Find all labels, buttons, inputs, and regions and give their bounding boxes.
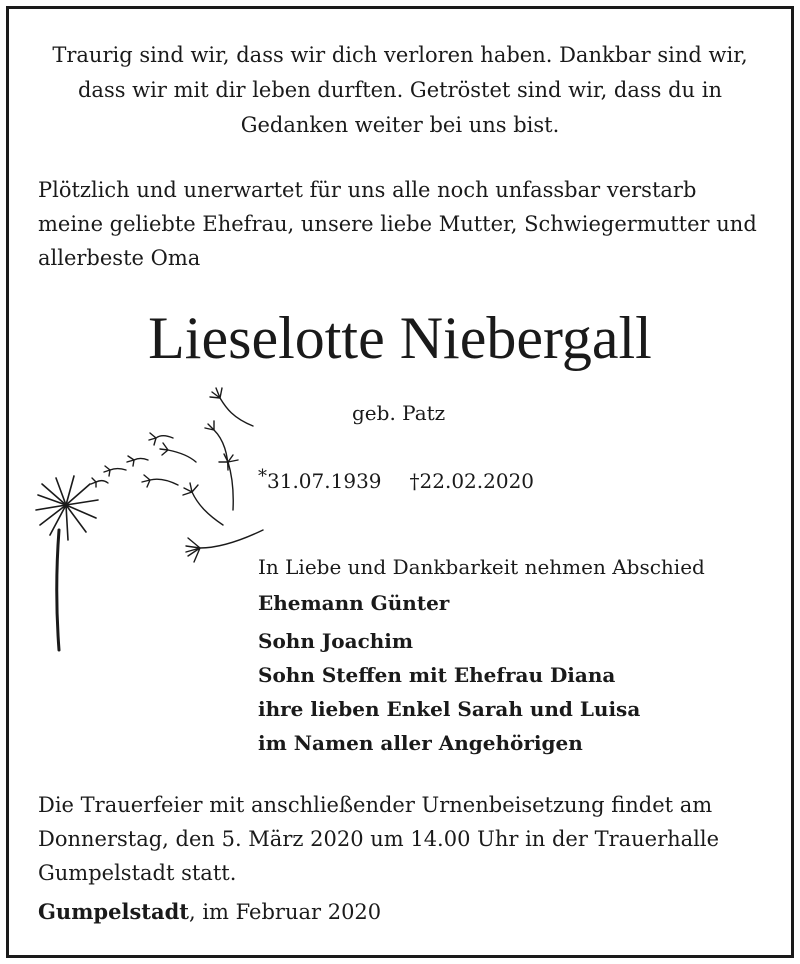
mourner-name: Sohn Joachim <box>258 629 414 653</box>
funeral-info <box>38 788 768 890</box>
mourner-name: Sohn Steffen mit Ehefrau Diana <box>258 663 616 687</box>
intro-line: Plötzlich und unerwartet für uns alle noch unfassbar verstarb <box>38 178 697 202</box>
farewell-line: In Liebe und Dankbarkeit nehmen Abschied <box>258 555 705 579</box>
deceased-name: Lieselotte Niebergall <box>148 305 652 371</box>
mourner-name: ihre lieben Enkel Sarah und Luisa <box>258 697 641 721</box>
birth-name: geb. Patz <box>352 401 446 425</box>
birth-date: 31.07.1939 <box>267 469 382 493</box>
intro-line: allerbeste Oma <box>38 246 201 270</box>
quote-line: dass wir mit dir leben durften. Getröstet sind wir, dass du in <box>77 78 723 102</box>
quote-line: Gedanken weiter bei uns bist. <box>240 113 560 137</box>
place-date <box>38 895 381 929</box>
dandelion-icon <box>28 380 278 660</box>
place-name: Gumpelstadt <box>38 899 189 924</box>
funeral-line: Gumpelstadt statt. <box>38 861 237 885</box>
date-text: , im Februar 2020 <box>188 900 382 924</box>
mourners-list <box>258 550 705 760</box>
funeral-line: Die Trauerfeier mit anschließender Urnenbeisetzung findet am <box>38 793 713 817</box>
funeral-line: Donnerstag, den 5. März 2020 um 14.00 Uhr in der Trauerhalle <box>38 827 720 851</box>
mourner-name: im Namen aller Angehörigen <box>258 731 583 755</box>
death-announcement <box>38 173 768 275</box>
mourner-name: Ehemann Günter <box>258 591 450 615</box>
death-date: 22.02.2020 <box>419 469 535 493</box>
quote-line: Traurig sind wir, dass wir dich verloren haben. Dankbar sind wir, <box>52 43 748 67</box>
birth-star-icon: * <box>258 466 267 487</box>
death-cross-icon: † <box>409 469 420 493</box>
intro-line: meine geliebte Ehefrau, unsere liebe Mutter, Schwiegermutter und <box>38 212 757 236</box>
opening-quote <box>20 38 780 143</box>
life-dates <box>258 462 534 496</box>
